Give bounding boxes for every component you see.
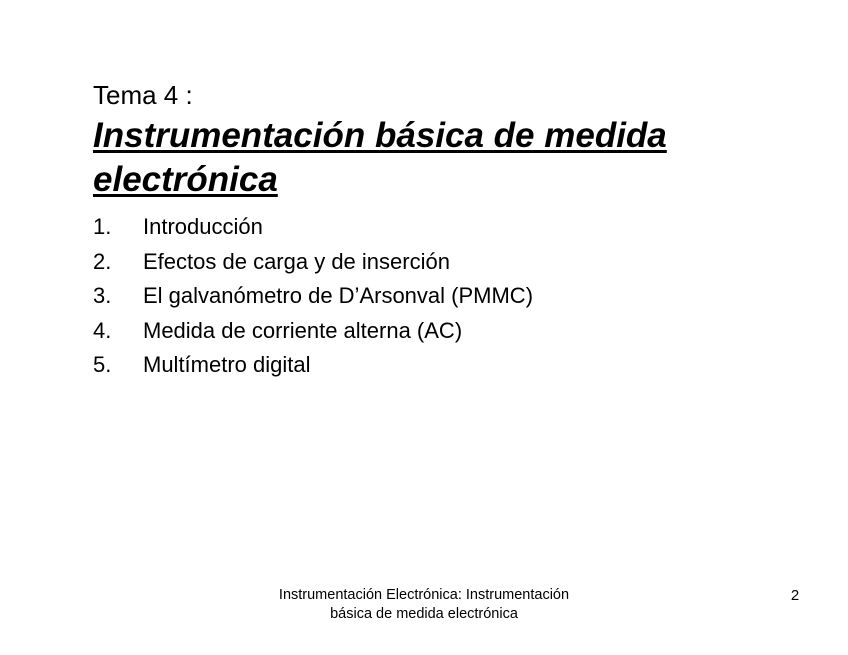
slide-pretitle: Tema 4 : <box>93 80 193 110</box>
topic-number: 2. <box>93 248 112 274</box>
slide-footer <box>254 586 594 624</box>
footer-line-1: Instrumentación Electrónica: Instrumentación <box>278 587 570 603</box>
footer-line-2: básica de medida electrónica <box>330 606 518 622</box>
topic-item <box>93 316 533 351</box>
topic-item <box>93 212 533 247</box>
topic-number: 4. <box>93 317 112 343</box>
topic-number: 1. <box>93 214 112 239</box>
topic-text: Introducción <box>143 214 263 239</box>
topic-text: Medida de corriente alterna (AC) <box>143 317 463 343</box>
topic-text: Multímetro digital <box>143 352 311 377</box>
page-number: 2 <box>790 587 800 604</box>
topic-item <box>93 350 533 385</box>
topic-number: 5. <box>93 352 112 377</box>
topic-text: El galvanómetro de D’Arsonval (PMMC) <box>143 283 534 308</box>
topic-text: Efectos de carga y de inserción <box>143 248 450 274</box>
topic-item <box>93 247 533 282</box>
topic-list <box>93 212 533 385</box>
slide-title: Instrumentación básica de medida electrónica <box>93 116 667 199</box>
topic-number: 3. <box>93 283 112 308</box>
topic-item <box>93 281 533 316</box>
